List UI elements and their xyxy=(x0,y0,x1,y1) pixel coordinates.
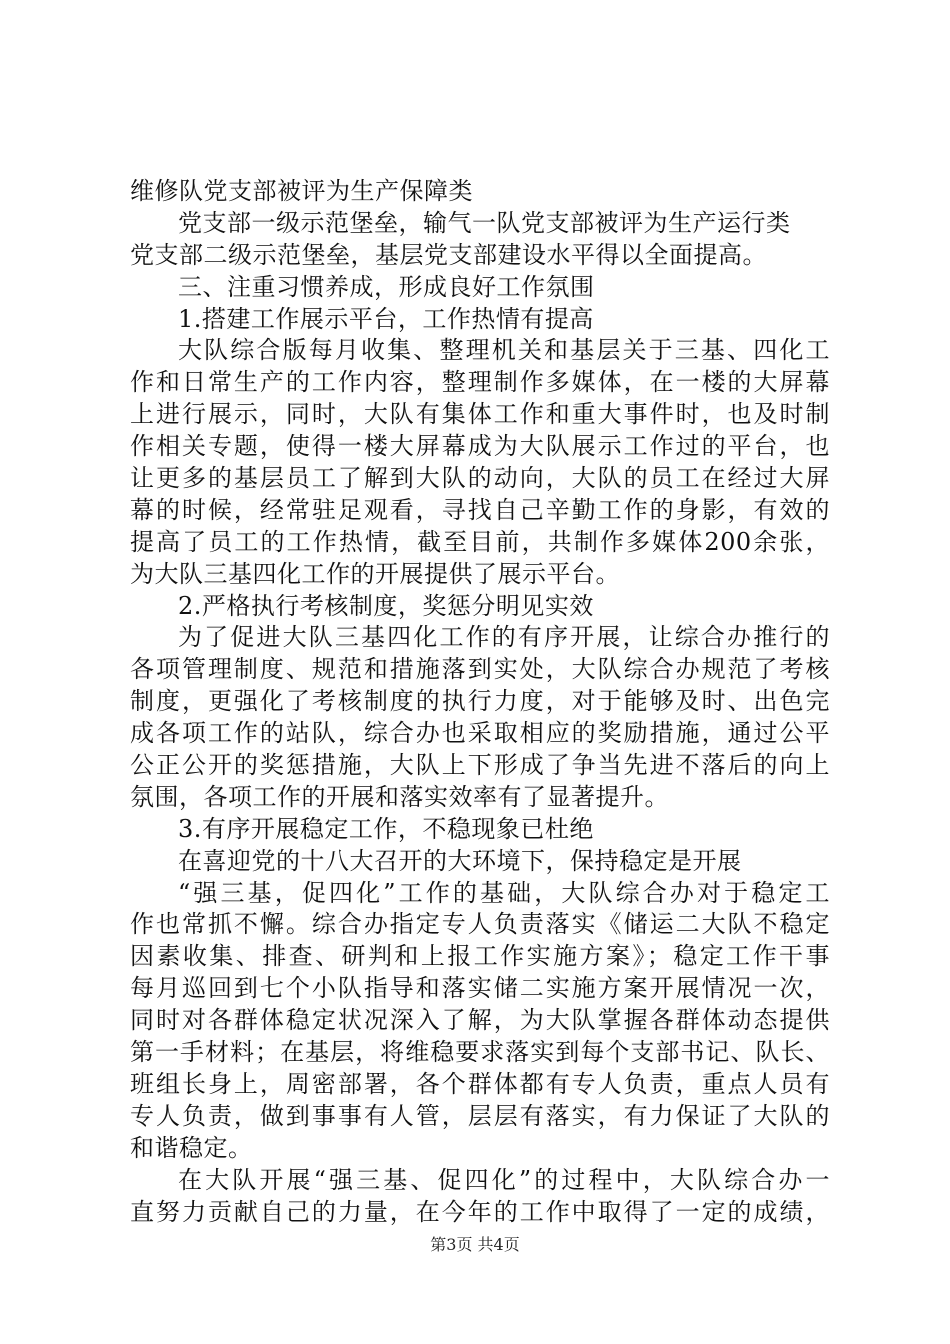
text-line-7: 作和日常生产的工作内容，整理制作多媒体，在一楼的大屏幕 xyxy=(130,368,830,397)
text-line-29: 班组长身上，周密部署，各个群体都有专人负责，重点人员有 xyxy=(130,1069,830,1098)
text-line-8: 上进行展示，同时，大队有集体工作和重大事件时，也及时制 xyxy=(130,400,830,429)
text-line-3: 党支部二级示范堡垒，基层党支部建设水平得以全面提高。 xyxy=(130,240,767,269)
text-line-9: 作相关专题，使得一楼大屏幕成为大队展示工作过的平台，也 xyxy=(130,432,830,461)
text-line-26: 每月巡回到七个小队指导和落实储二实施方案开展情况一次， xyxy=(130,974,830,1003)
text-line-18: 成各项工作的站队，综合办也采取相应的奖励措施，通过公平 xyxy=(130,719,830,748)
text-line-30: 专人负责，做到事事有人管，层层有落实，有力保证了大队的 xyxy=(130,1101,830,1130)
text-line-15: 为了促进大队三基四化工作的有序开展，让综合办推行的 xyxy=(178,623,830,652)
text-line-10: 让更多的基层员工了解到大队的动向，大队的员工在经过大屏 xyxy=(130,464,830,493)
text-line-13: 为大队三基四化工作的开展提供了展示平台。 xyxy=(130,559,620,588)
text-line-19: 公正公开的奖惩措施，大队上下形成了争当先进不落后的向上 xyxy=(130,751,830,780)
text-line-20: 氛围，各项工作的开展和落实效率有了显著提升。 xyxy=(130,782,669,811)
text-line-2: 党支部一级示范堡垒，输气一队党支部被评为生产运行类 xyxy=(178,208,791,237)
text-line-24: 作也常抓不懈。综合办指定专人负责落实《储运二大队不稳定 xyxy=(130,910,830,939)
subheading-3: 3.有序开展稳定工作，不稳现象已杜绝 xyxy=(178,814,594,843)
text-line-6: 大队综合版每月收集、整理机关和基层关于三基、四化工 xyxy=(178,336,830,365)
text-line-11: 幕的时候，经常驻足观看，寻找自己辛勤工作的身影，有效的 xyxy=(130,495,830,524)
text-line-12: 提高了员工的工作热情，截至目前，共制作多媒体200余张， xyxy=(130,527,830,556)
text-line-1: 维修队党支部被评为生产保障类 xyxy=(130,177,473,205)
text-line-32: 在大队开展“强三基、促四化”的过程中，大队综合办一 xyxy=(178,1165,830,1194)
text-line-33: 直努力贡献自己的力量，在今年的工作中取得了一定的成绩， xyxy=(130,1197,830,1226)
section-heading-3: 三、注重习惯养成，形成良好工作氛围 xyxy=(178,272,595,301)
text-line-22: 在喜迎党的十八大召开的大环境下，保持稳定是开展 xyxy=(178,846,742,875)
text-line-23: “强三基，促四化”工作的基础，大队综合办对于稳定工 xyxy=(178,878,830,907)
text-line-16: 各项管理制度、规范和措施落到实处，大队综合办规范了考核 xyxy=(130,655,830,684)
page-number-footer: 第3页 共4页 xyxy=(430,1235,520,1254)
text-line-28: 第一手材料；在基层，将维稳要求落实到每个支部书记、队长、 xyxy=(130,1038,830,1067)
document-body xyxy=(130,176,830,1228)
subheading-1: 1.搭建工作展示平台，工作热情有提高 xyxy=(178,304,594,333)
text-line-31: 和谐稳定。 xyxy=(130,1133,253,1162)
text-line-25: 因素收集、排查、研判和上报工作实施方案》；稳定工作干事 xyxy=(130,942,830,971)
text-line-17: 制度，更强化了考核制度的执行力度，对于能够及时、出色完 xyxy=(130,687,830,716)
text-line-27: 同时对各群体稳定状况深入了解，为大队掌握各群体动态提供 xyxy=(130,1006,830,1035)
subheading-2: 2.严格执行考核制度，奖惩分明见实效 xyxy=(178,591,594,620)
